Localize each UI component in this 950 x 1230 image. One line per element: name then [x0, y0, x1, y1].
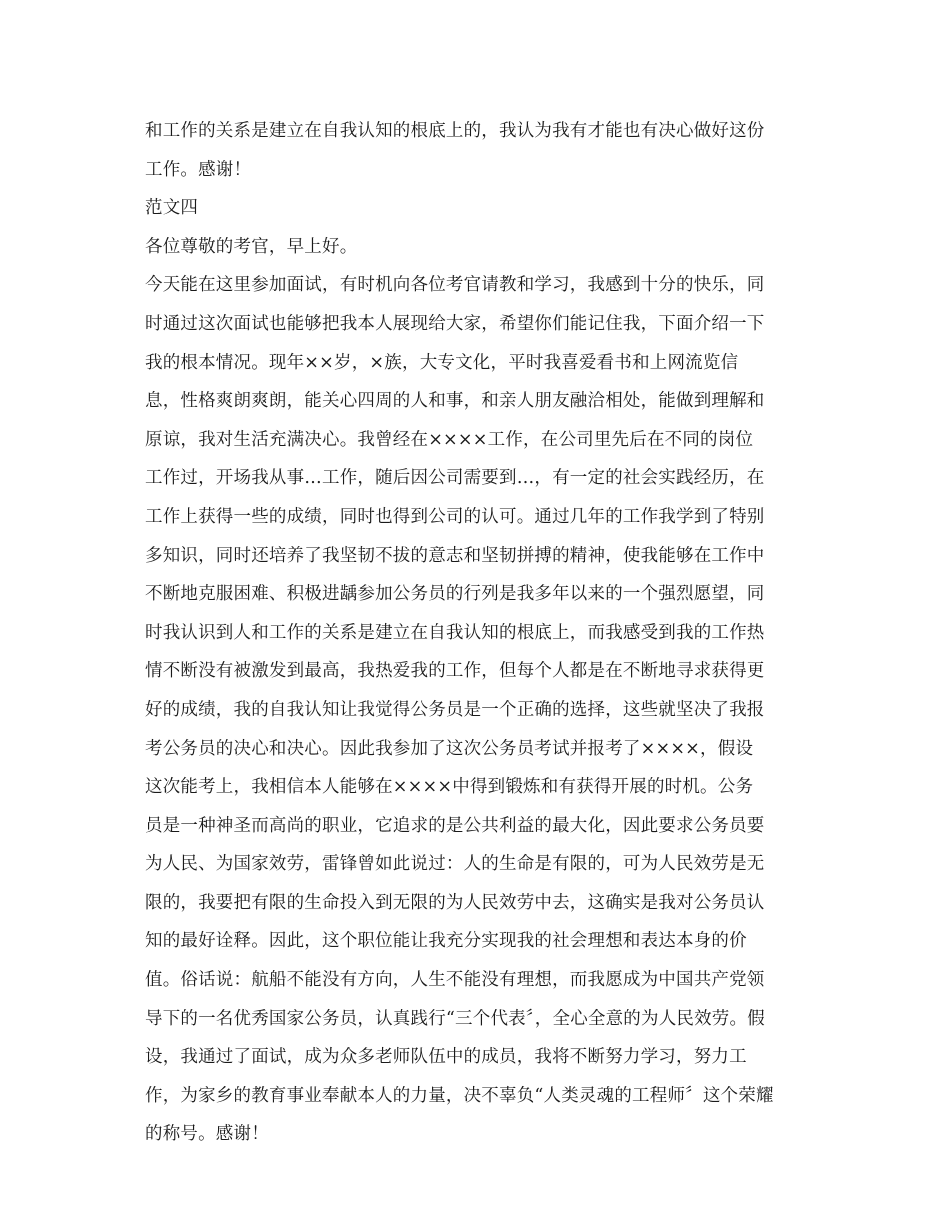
text-line: 好的成绩，我的自我认知让我觉得公务员是一个正确的选择，这些就坚决了我报: [145, 699, 765, 720]
text-line: 设，我通过了面试，成为众多老师队伍中的成员，我将不断努力学习，努力工: [145, 1047, 747, 1068]
text-line: 工作过，开场我从事…工作，随后因公司需要到…，有一定的社会实践经历，在: [145, 468, 765, 489]
text-line: 的称号。感谢！: [145, 1124, 269, 1145]
text-line: 工作。感谢！: [145, 159, 252, 180]
text-line: 情不断没有被激发到最高，我热爱我的工作，但每个人都是在不断地寻求获得更: [145, 661, 765, 682]
text-line: 考公务员的决心和决心。因此我参加了这次公务员考试并报考了××××，假设: [145, 738, 754, 759]
text-line: 为人民、为国家效劳，雷锋曾如此说过：人的生命是有限的，可为人民效劳是无: [145, 854, 765, 875]
text-line: 限的，我要把有限的生命投入到无限的为人民效劳中去，这确实是我对公务员认: [145, 892, 765, 913]
text-line: 员是一种神圣而高尚的职业，它追求的是公共利益的最大化，因此要求公务员要: [145, 815, 765, 836]
text-line: 息，性格爽朗爽朗，能关心四周的人和事，和亲人朋友融洽相处，能做到理解和: [145, 391, 765, 412]
text-line: 我的根本情况。现年××岁，×族，大专文化，平时我喜爱看书和上网流览信: [145, 352, 739, 373]
text-line: 多知识，同时还培养了我坚韧不拔的意志和坚韧拼搏的精神，使我能够在工作中: [145, 545, 765, 566]
section-heading: 范文四: [145, 198, 199, 219]
text-line: 各位尊敬的考官，早上好。: [145, 236, 358, 257]
text-line: 和工作的关系是建立在自我认知的根底上的，我认为我有才能也有决心做好这份: [145, 121, 765, 141]
text-line: 工作上获得一些的成绩，同时也得到公司的认可。通过几年的工作我学到了特别: [145, 506, 765, 527]
text-line: 原谅，我对生活充满决心。我曾经在××××工作，在公司里先后在不同的岗位: [145, 429, 754, 450]
text-line: 知的最好诠释。因此，这个职位能让我充分实现我的社会理想和表达本身的价: [145, 931, 747, 952]
text-line: 值。俗话说：航船不能没有方向，人生不能没有理想，而我愿成为中国共产党领: [145, 970, 765, 991]
text-line: 不断地克服困难、积极进龋参加公务员的行列是我多年以来的一个强烈愿望，同: [145, 584, 765, 605]
document-body: [145, 112, 820, 1154]
text-line: 这次能考上，我相信本人能够在××××中得到锻炼和有获得开展的时机。公务: [145, 777, 754, 798]
text-line: 今天能在这里参加面试，有时机向各位考官请教和学习，我感到十分的快乐，同: [145, 275, 765, 296]
text-line: 导下的一名优秀国家公务员，认真践行“三个代表〞，全心全意的为人民效劳。假: [145, 1008, 765, 1029]
text-line: 作，为家乡的教育事业奉献本人的力量，决不辜负“人类灵魂的工程师〞这个荣耀: [145, 1085, 774, 1106]
text-line: 时我认识到人和工作的关系是建立在自我认知的根底上，而我感受到我的工作热: [145, 622, 765, 643]
text-line: 时通过这次面试也能够把我本人展现给大家，希望你们能记住我，下面介绍一下: [145, 313, 765, 334]
